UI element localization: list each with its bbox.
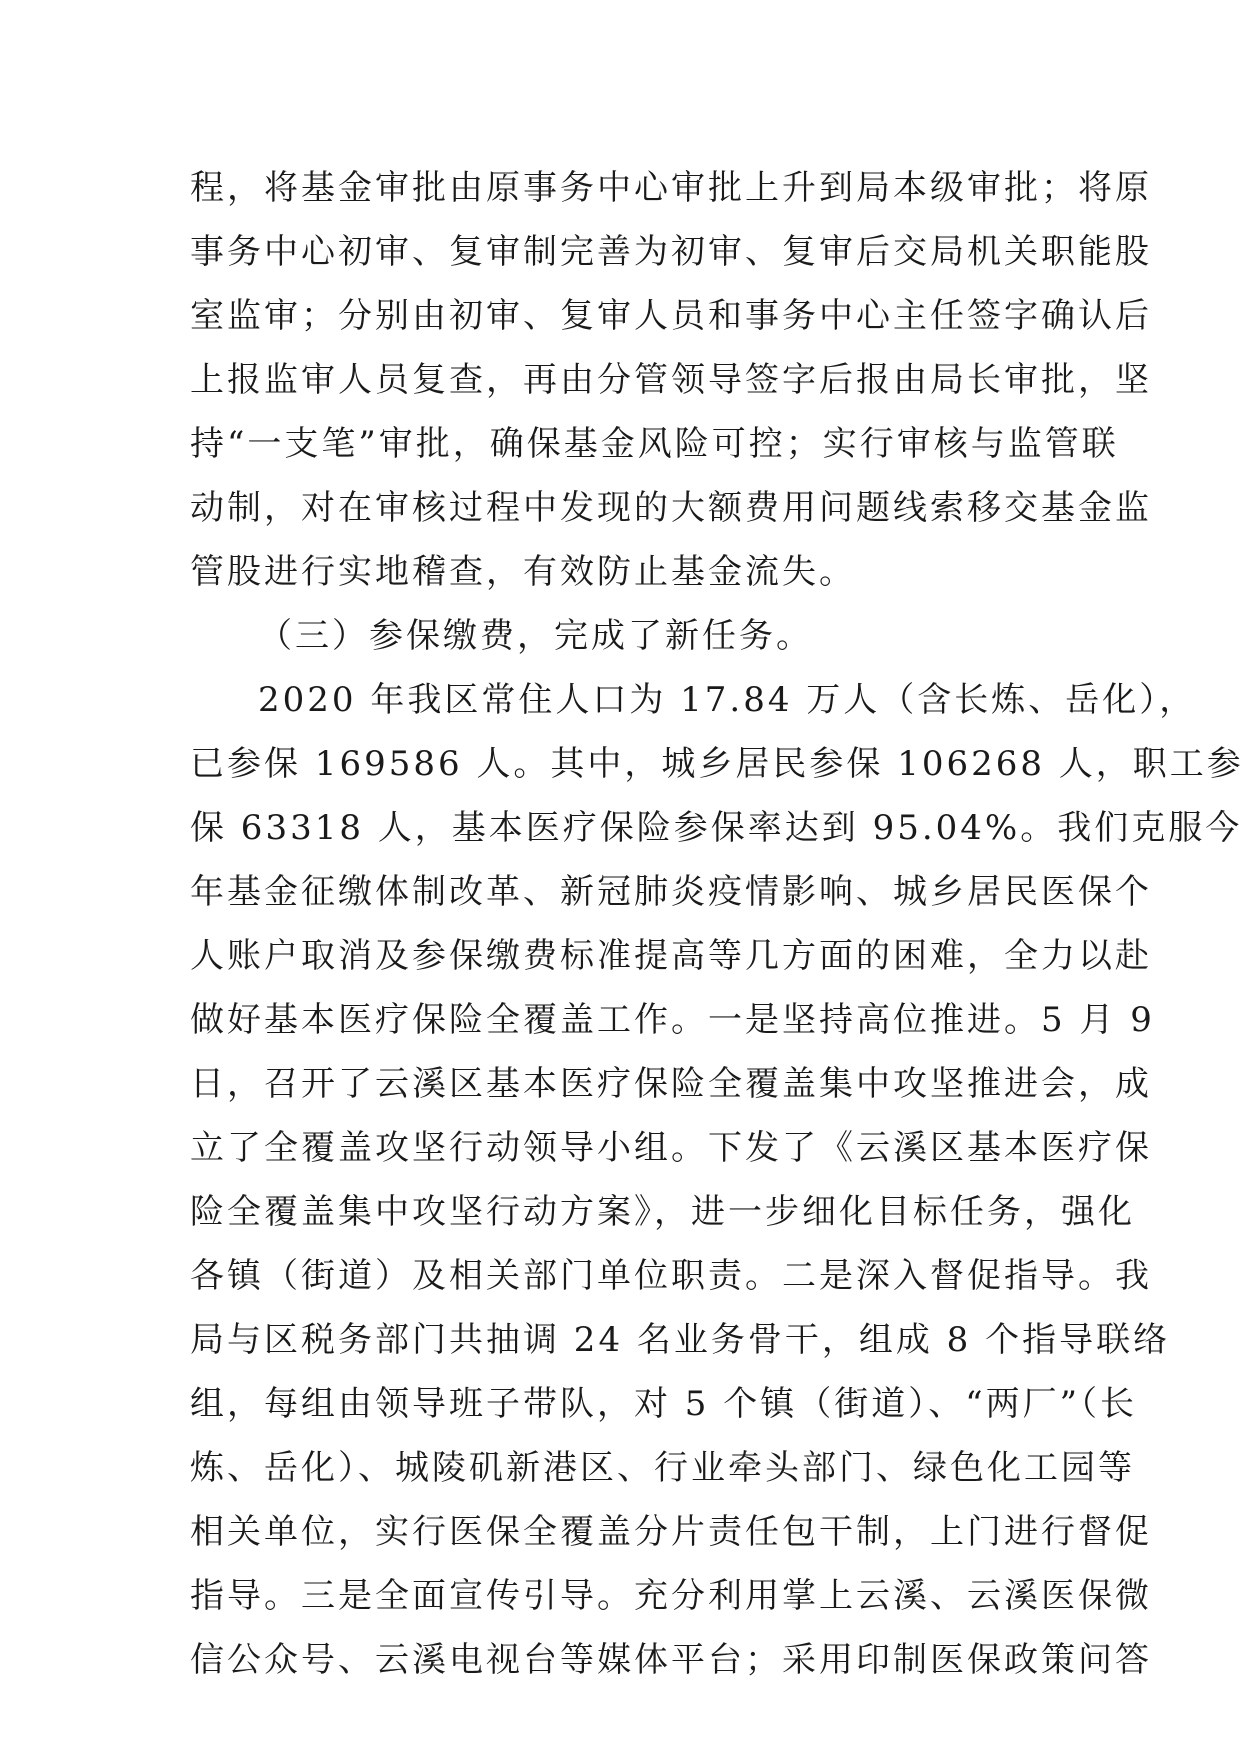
text-line: 相关单位，实行医保全覆盖分片责任包干制，上门进行督促	[190, 1512, 1152, 1552]
text-line: 组，每组由领导班子带队，对 5 个镇（街道）、“两厂”（长	[190, 1384, 1138, 1424]
text-line: 立了全覆盖攻坚行动领导小组。下发了《云溪区基本医疗保	[190, 1128, 1152, 1168]
text-line: 动制，对在审核过程中发现的大额费用问题线索移交基金监	[190, 488, 1152, 528]
text-line: 保 63318 人，基本医疗保险参保率达到 95.04%。我们克服今	[190, 808, 1243, 848]
text-line: 局与区税务部门共抽调 24 名业务骨干，组成 8 个指导联络	[190, 1320, 1171, 1360]
text-line: 险全覆盖集中攻坚行动方案》，进一步细化目标任务，强化	[190, 1192, 1135, 1232]
text-line: 信公众号、云溪电视台等媒体平台；采用印制医保政策问答	[190, 1640, 1152, 1680]
text-line: 炼、岳化）、城陵矶新港区、行业牵头部门、绿色化工园等	[190, 1448, 1135, 1488]
body-text	[190, 156, 1244, 1692]
text-line: 室监审；分别由初审、复审人员和事务中心主任签字确认后	[190, 296, 1152, 336]
text-line: 已参保 169586 人。其中，城乡居民参保 106268 人，职工参	[190, 744, 1244, 784]
text-line: 年基金征缴体制改革、新冠肺炎疫情影响、城乡居民医保个	[190, 872, 1152, 912]
text-line: 程，将基金审批由原事务中心审批上升到局本级审批；将原	[190, 168, 1152, 208]
text-line: 人账户取消及参保缴费标准提高等几方面的困难，全力以赴	[190, 936, 1152, 976]
text-line: 事务中心初审、复审制完善为初审、复审后交局机关职能股	[190, 232, 1152, 272]
text-line: 持“一支笔”审批，确保基金风险可控；实行审核与监管联	[190, 424, 1119, 464]
text-line: 管股进行实地稽查，有效防止基金流失。	[190, 552, 856, 592]
text-line: 各镇（街道）及相关部门单位职责。二是深入督促指导。我	[190, 1256, 1152, 1296]
text-line: 做好基本医疗保险全覆盖工作。一是坚持高位推进。5 月 9	[190, 1000, 1155, 1040]
text-line: 指导。三是全面宣传引导。充分利用掌上云溪、云溪医保微	[190, 1576, 1152, 1616]
text-line: 日，召开了云溪区基本医疗保险全覆盖集中攻坚推进会，成	[190, 1064, 1152, 1104]
section-heading: （三）参保缴费，完成了新任务。	[258, 616, 813, 656]
text-line: 2020 年我区常住人口为 17.84 万人（含长炼、岳化），	[258, 680, 1197, 720]
text-line: 上报监审人员复查，再由分管领导签字后报由局长审批，坚	[190, 360, 1152, 400]
